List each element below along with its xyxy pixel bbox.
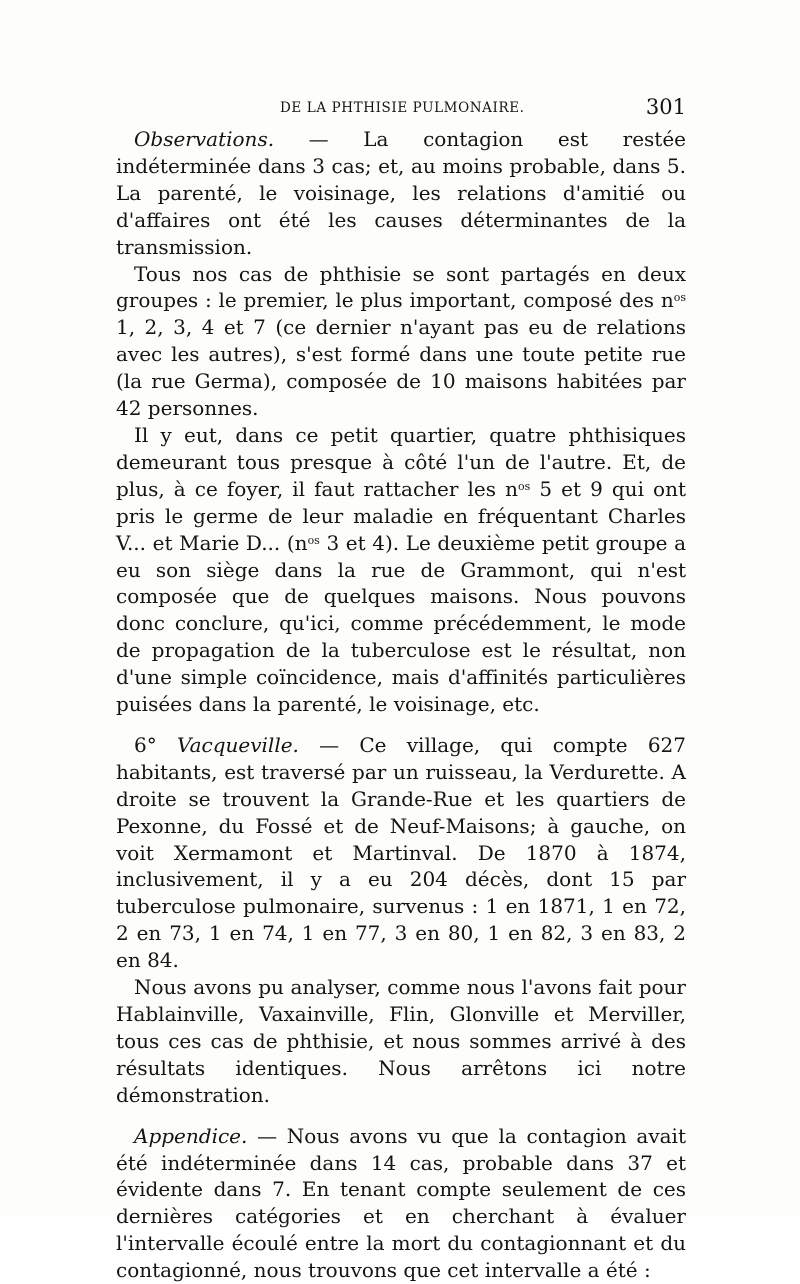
- running-head: [110, 95, 686, 124]
- paragraph-body: Il y eut, dans ce petit quartier, quatre phthisiques demeurant tous presque à côté l'un de l'autre. Et, de plus, à ce foyer, il faut rattacher les n: [116, 422, 686, 501]
- paragraph-body: 1, 2, 3, 4 et 7 (ce dernier n'ayant pas eu de relations avec les autres), s'est formé dans une toute petite rue (la rue Germa), composée de 10 maisons habitées par 42 personnes.: [116, 315, 686, 421]
- paragraph-body: 5 et 9 qui ont pris le germe de leur maladie en fréquentant Charles V... et Marie D... (n: [116, 476, 686, 555]
- running-title: DE LA PHTHISIE PULMONAIRE.: [280, 100, 525, 116]
- paragraph-analyse: [116, 974, 686, 1109]
- superscript: os: [517, 479, 531, 493]
- paragraph-body: 3 et 4). Le deuxième petit groupe a eu son siège dans la rue de Grammont, qui n'est composée que de quelques maisons. Nous pouvons donc conclure, qu'ici, comme précédemment, le mode de propagation de la tuberculose est le résultat, non d'une simple coïncidence, mais d'affinités particulières puisées dans la parenté, le voisinage, etc.: [116, 530, 686, 717]
- paragraph-body: — Ce village, qui compte 627 habitants, est traversé par un ruisseau, la Verdurette. A droite se trouvent la Grande-Rue et les quartiers de Pexonne, du Fossé et de Neuf-Maisons; à gauche, on voit Xermamont et Martinval. De 1870 à 1874, inclusivement, il y a eu 204 décès, dont 15 par tuberculose pulmonaire, survenus : 1 en 1871, 1 en 72, 2 en 73, 1 en 74, 1 en 77, 3 en 80, 1 en 82, 3 en 83, 2 en 84.: [116, 732, 686, 973]
- paragraph-lead: Observations.: [134, 127, 275, 151]
- body-text: [116, 126, 686, 1284]
- paragraph-appendice: [116, 1123, 686, 1284]
- paragraph-vacqueville: [116, 732, 686, 974]
- paragraph-body: — Nous avons vu que la contagion avait été indéterminée dans 14 cas, probable dans 37 et évidente dans 7. En tenant compte seulement de ces dernières catégories et en cherchant à évaluer l'intervalle écoulé entre la mort du contagionnant et du contagionné, nous trouvons que cet intervalle a été :: [116, 1123, 686, 1283]
- paragraph-observations: [116, 126, 686, 261]
- paragraph-body: Tous nos cas de phthisie se sont partagés en deux groupes : le premier, le plus important, composé des n: [116, 261, 686, 313]
- paragraph-lead: Appendice.: [134, 1123, 248, 1148]
- paragraph-body: Nous avons pu analyser, comme nous l'avons fait pour Hablainville, Vaxainville, Flin, Glonville et Merviller, tous ces cas de phthisie, et nous sommes arrivé à des résultats identiques. Nous arrêtons ici notre démonstration.: [116, 975, 686, 1107]
- paragraph-quartier: [116, 422, 686, 718]
- section-number: 6°: [134, 732, 177, 757]
- paragraph-lead: Vacqueville.: [176, 732, 299, 757]
- superscript: os: [307, 533, 320, 547]
- paragraph-body: — La contagion est restée indéterminée dans 3 cas; et, au moins probable, dans 5. La parenté, le voisinage, les relations d'amitié ou d'affaires ont été les causes déterminantes de la transmission.: [116, 127, 686, 259]
- paragraph-groups: [116, 261, 686, 422]
- superscript: os: [673, 291, 686, 305]
- page-number: 301: [645, 95, 686, 119]
